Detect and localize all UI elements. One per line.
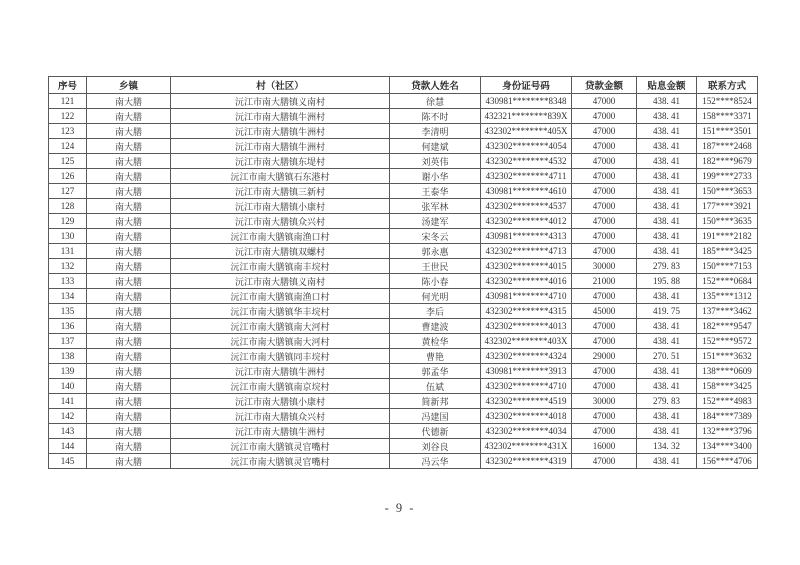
cell-no: 142 — [49, 409, 87, 424]
cell-contact: 132****3796 — [697, 424, 758, 439]
cell-loan_amount: 47000 — [572, 424, 637, 439]
cell-village: 沅江市南大膳镇石东港村 — [171, 169, 390, 184]
cell-id_number: 430981********4313 — [481, 229, 572, 244]
cell-borrower_name: 李清明 — [390, 124, 481, 139]
cell-loan_amount: 47000 — [572, 409, 637, 424]
cell-township: 南大膳 — [87, 304, 171, 319]
cell-id_number: 430981********3913 — [481, 364, 572, 379]
cell-subsidy_amount: 438. 41 — [637, 124, 697, 139]
table-row — [49, 214, 758, 229]
cell-contact: 137****3462 — [697, 304, 758, 319]
cell-no: 132 — [49, 259, 87, 274]
cell-loan_amount: 16000 — [572, 439, 637, 454]
cell-subsidy_amount: 279. 83 — [637, 394, 697, 409]
cell-contact: 135****1312 — [697, 289, 758, 304]
table-row — [49, 94, 758, 109]
cell-contact: 156****4706 — [697, 454, 758, 469]
cell-borrower_name: 陈不时 — [390, 109, 481, 124]
cell-subsidy_amount: 438. 41 — [637, 364, 697, 379]
cell-no: 141 — [49, 394, 87, 409]
table-row — [49, 439, 758, 454]
cell-id_number: 430981********4610 — [481, 184, 572, 199]
table-row — [49, 109, 758, 124]
cell-loan_amount: 30000 — [572, 259, 637, 274]
table-row — [49, 364, 758, 379]
cell-contact: 185****3425 — [697, 244, 758, 259]
column-header-subsidy_amount: 贴息金额 — [637, 77, 697, 94]
cell-id_number: 432302********4016 — [481, 274, 572, 289]
cell-no: 143 — [49, 424, 87, 439]
cell-borrower_name: 郭孟华 — [390, 364, 481, 379]
cell-contact: 152****9572 — [697, 334, 758, 349]
cell-borrower_name: 刘英伟 — [390, 154, 481, 169]
cell-subsidy_amount: 438. 41 — [637, 229, 697, 244]
cell-borrower_name: 张军林 — [390, 199, 481, 214]
cell-loan_amount: 47000 — [572, 319, 637, 334]
cell-id_number: 432302********4711 — [481, 169, 572, 184]
cell-borrower_name: 冯建国 — [390, 409, 481, 424]
table-row — [49, 184, 758, 199]
cell-loan_amount: 47000 — [572, 124, 637, 139]
cell-village: 沅江市南大膳镇南京垸村 — [171, 379, 390, 394]
cell-village: 沅江市南大膳镇牛洲村 — [171, 364, 390, 379]
cell-loan_amount: 47000 — [572, 454, 637, 469]
cell-borrower_name: 曹建波 — [390, 319, 481, 334]
cell-id_number: 432302********4015 — [481, 259, 572, 274]
cell-id_number: 432302********4012 — [481, 214, 572, 229]
cell-subsidy_amount: 438. 41 — [637, 214, 697, 229]
cell-borrower_name: 徐慧 — [390, 94, 481, 109]
cell-contact: 150****7153 — [697, 259, 758, 274]
cell-township: 南大膳 — [87, 364, 171, 379]
column-header-loan_amount: 贷款金额 — [572, 77, 637, 94]
cell-id_number: 432302********4713 — [481, 244, 572, 259]
cell-subsidy_amount: 419. 75 — [637, 304, 697, 319]
cell-township: 南大膳 — [87, 244, 171, 259]
cell-subsidy_amount: 438. 41 — [637, 319, 697, 334]
cell-borrower_name: 伍斌 — [390, 379, 481, 394]
cell-contact: 158****3425 — [697, 379, 758, 394]
cell-township: 南大膳 — [87, 109, 171, 124]
cell-contact: 182****9547 — [697, 319, 758, 334]
table-row — [49, 334, 758, 349]
cell-contact: 182****9679 — [697, 154, 758, 169]
cell-township: 南大膳 — [87, 379, 171, 394]
cell-id_number: 432302********4537 — [481, 199, 572, 214]
cell-subsidy_amount: 134. 32 — [637, 439, 697, 454]
cell-subsidy_amount: 438. 41 — [637, 154, 697, 169]
cell-village: 沅江市南大膳镇牛洲村 — [171, 424, 390, 439]
cell-contact: 151****3632 — [697, 349, 758, 364]
cell-contact: 158****3371 — [697, 109, 758, 124]
cell-contact: 151****3501 — [697, 124, 758, 139]
cell-township: 南大膳 — [87, 229, 171, 244]
table-row — [49, 349, 758, 364]
cell-contact: 138****0609 — [697, 364, 758, 379]
cell-loan_amount: 47000 — [572, 379, 637, 394]
column-header-village: 村（社区） — [171, 77, 390, 94]
cell-borrower_name: 谢小华 — [390, 169, 481, 184]
cell-id_number: 432302********4532 — [481, 154, 572, 169]
page-number: - 9 - — [384, 501, 416, 515]
cell-township: 南大膳 — [87, 154, 171, 169]
cell-no: 145 — [49, 454, 87, 469]
table-row — [49, 229, 758, 244]
cell-township: 南大膳 — [87, 199, 171, 214]
cell-contact: 150****3635 — [697, 214, 758, 229]
cell-borrower_name: 曹艳 — [390, 349, 481, 364]
cell-township: 南大膳 — [87, 409, 171, 424]
cell-loan_amount: 47000 — [572, 334, 637, 349]
cell-borrower_name: 李后 — [390, 304, 481, 319]
cell-loan_amount: 47000 — [572, 154, 637, 169]
cell-township: 南大膳 — [87, 349, 171, 364]
cell-no: 135 — [49, 304, 87, 319]
cell-no: 136 — [49, 319, 87, 334]
table-row — [49, 424, 758, 439]
cell-township: 南大膳 — [87, 319, 171, 334]
cell-id_number: 432302********4319 — [481, 454, 572, 469]
cell-village: 沅江市南大膳镇同丰垸村 — [171, 349, 390, 364]
cell-contact: 152****4983 — [697, 394, 758, 409]
cell-township: 南大膳 — [87, 214, 171, 229]
cell-borrower_name: 郭永惠 — [390, 244, 481, 259]
cell-loan_amount: 47000 — [572, 214, 637, 229]
cell-contact: 191****2182 — [697, 229, 758, 244]
cell-no: 137 — [49, 334, 87, 349]
cell-loan_amount: 47000 — [572, 364, 637, 379]
cell-id_number: 432302********405X — [481, 124, 572, 139]
cell-subsidy_amount: 270. 51 — [637, 349, 697, 364]
cell-township: 南大膳 — [87, 169, 171, 184]
table-row — [49, 379, 758, 394]
cell-loan_amount: 47000 — [572, 289, 637, 304]
cell-id_number: 432302********4315 — [481, 304, 572, 319]
table-row — [49, 289, 758, 304]
cell-borrower_name: 王泰华 — [390, 184, 481, 199]
cell-contact: 199****2733 — [697, 169, 758, 184]
cell-township: 南大膳 — [87, 124, 171, 139]
cell-contact: 152****0684 — [697, 274, 758, 289]
cell-no: 122 — [49, 109, 87, 124]
cell-contact: 134****3400 — [697, 439, 758, 454]
cell-borrower_name: 王世民 — [390, 259, 481, 274]
cell-borrower_name: 简新邦 — [390, 394, 481, 409]
cell-borrower_name: 宋冬云 — [390, 229, 481, 244]
cell-township: 南大膳 — [87, 184, 171, 199]
loan-subsidy-table — [48, 76, 758, 469]
cell-township: 南大膳 — [87, 439, 171, 454]
table-row — [49, 454, 758, 469]
column-header-borrower_name: 贷款人姓名 — [390, 77, 481, 94]
table-row — [49, 319, 758, 334]
cell-village: 沅江市南大膳镇灵官嘴村 — [171, 439, 390, 454]
cell-no: 133 — [49, 274, 87, 289]
cell-village: 沅江市南大膳镇东堤村 — [171, 154, 390, 169]
cell-village: 沅江市南大膳镇南大河村 — [171, 334, 390, 349]
cell-subsidy_amount: 438. 41 — [637, 424, 697, 439]
cell-borrower_name: 陈小春 — [390, 274, 481, 289]
cell-village: 沅江市南大膳镇三新村 — [171, 184, 390, 199]
cell-no: 130 — [49, 229, 87, 244]
cell-township: 南大膳 — [87, 424, 171, 439]
cell-village: 沅江市南大膳镇双螺村 — [171, 244, 390, 259]
cell-loan_amount: 47000 — [572, 109, 637, 124]
cell-id_number: 432302********4013 — [481, 319, 572, 334]
column-header-no: 序号 — [49, 77, 87, 94]
cell-subsidy_amount: 438. 41 — [637, 199, 697, 214]
cell-village: 沅江市南大膳镇南渔口村 — [171, 229, 390, 244]
cell-borrower_name: 刘谷良 — [390, 439, 481, 454]
column-header-id_number: 身份证号码 — [481, 77, 572, 94]
cell-loan_amount: 45000 — [572, 304, 637, 319]
column-header-township: 乡镇 — [87, 77, 171, 94]
cell-id_number: 432302********4054 — [481, 139, 572, 154]
cell-subsidy_amount: 438. 41 — [637, 409, 697, 424]
cell-subsidy_amount: 438. 41 — [637, 184, 697, 199]
table-row — [49, 139, 758, 154]
cell-village: 沅江市南大膳镇小康村 — [171, 199, 390, 214]
cell-no: 124 — [49, 139, 87, 154]
table-row — [49, 394, 758, 409]
cell-village: 沅江市南大膳镇众兴村 — [171, 214, 390, 229]
cell-no: 125 — [49, 154, 87, 169]
cell-id_number: 432302********4710 — [481, 379, 572, 394]
table-row — [49, 124, 758, 139]
table-row — [49, 244, 758, 259]
cell-borrower_name: 何光明 — [390, 289, 481, 304]
cell-no: 140 — [49, 379, 87, 394]
cell-subsidy_amount: 438. 41 — [637, 169, 697, 184]
cell-borrower_name: 黄检华 — [390, 334, 481, 349]
cell-village: 沅江市南大膳镇牛洲村 — [171, 109, 390, 124]
cell-no: 139 — [49, 364, 87, 379]
cell-township: 南大膳 — [87, 139, 171, 154]
cell-village: 沅江市南大膳镇义南村 — [171, 94, 390, 109]
cell-id_number: 432302********4018 — [481, 409, 572, 424]
cell-borrower_name: 代德新 — [390, 424, 481, 439]
cell-id_number: 430981********4710 — [481, 289, 572, 304]
cell-village: 沅江市南大膳镇牛洲村 — [171, 124, 390, 139]
cell-village: 沅江市南大膳镇华丰垸村 — [171, 304, 390, 319]
cell-loan_amount: 47000 — [572, 184, 637, 199]
cell-no: 127 — [49, 184, 87, 199]
cell-subsidy_amount: 438. 41 — [637, 94, 697, 109]
table-row — [49, 274, 758, 289]
cell-no: 126 — [49, 169, 87, 184]
cell-no: 123 — [49, 124, 87, 139]
cell-township: 南大膳 — [87, 274, 171, 289]
cell-village: 沅江市南大膳镇南大河村 — [171, 319, 390, 334]
table-header-row — [49, 77, 758, 94]
table-row — [49, 304, 758, 319]
cell-township: 南大膳 — [87, 454, 171, 469]
cell-township: 南大膳 — [87, 289, 171, 304]
cell-subsidy_amount: 279. 83 — [637, 259, 697, 274]
cell-loan_amount: 47000 — [572, 199, 637, 214]
cell-contact: 184****7389 — [697, 409, 758, 424]
cell-subsidy_amount: 438. 41 — [637, 289, 697, 304]
cell-subsidy_amount: 438. 41 — [637, 454, 697, 469]
cell-township: 南大膳 — [87, 259, 171, 274]
cell-subsidy_amount: 195. 88 — [637, 274, 697, 289]
cell-id_number: 432302********4324 — [481, 349, 572, 364]
column-header-contact: 联系方式 — [697, 77, 758, 94]
cell-borrower_name: 汤建军 — [390, 214, 481, 229]
cell-no: 144 — [49, 439, 87, 454]
table-row — [49, 409, 758, 424]
cell-loan_amount: 21000 — [572, 274, 637, 289]
cell-township: 南大膳 — [87, 394, 171, 409]
cell-borrower_name: 冯云华 — [390, 454, 481, 469]
cell-village: 沅江市南大膳镇南丰垸村 — [171, 259, 390, 274]
cell-loan_amount: 47000 — [572, 139, 637, 154]
cell-village: 沅江市南大膳镇众兴村 — [171, 409, 390, 424]
cell-village: 沅江市南大膳镇灵官嘴村 — [171, 454, 390, 469]
cell-id_number: 430981********8348 — [481, 94, 572, 109]
cell-no: 121 — [49, 94, 87, 109]
cell-no: 128 — [49, 199, 87, 214]
cell-id_number: 432302********4034 — [481, 424, 572, 439]
cell-subsidy_amount: 438. 41 — [637, 334, 697, 349]
cell-no: 131 — [49, 244, 87, 259]
cell-township: 南大膳 — [87, 94, 171, 109]
cell-loan_amount: 29000 — [572, 349, 637, 364]
cell-contact: 187****2468 — [697, 139, 758, 154]
table-row — [49, 154, 758, 169]
cell-loan_amount: 47000 — [572, 244, 637, 259]
cell-id_number: 432302********4519 — [481, 394, 572, 409]
cell-id_number: 432321********839X — [481, 109, 572, 124]
table-row — [49, 199, 758, 214]
cell-subsidy_amount: 438. 41 — [637, 139, 697, 154]
cell-village: 沅江市南大膳镇牛洲村 — [171, 139, 390, 154]
cell-contact: 177****3921 — [697, 199, 758, 214]
cell-subsidy_amount: 438. 41 — [637, 379, 697, 394]
cell-no: 134 — [49, 289, 87, 304]
cell-subsidy_amount: 438. 41 — [637, 244, 697, 259]
table-row — [49, 169, 758, 184]
cell-contact: 152****8524 — [697, 94, 758, 109]
table-row — [49, 259, 758, 274]
cell-loan_amount: 30000 — [572, 394, 637, 409]
cell-contact: 150****3653 — [697, 184, 758, 199]
cell-id_number: 432302********403X — [481, 334, 572, 349]
cell-village: 沅江市南大膳镇义南村 — [171, 274, 390, 289]
cell-no: 138 — [49, 349, 87, 364]
cell-id_number: 432302********431X — [481, 439, 572, 454]
cell-loan_amount: 47000 — [572, 229, 637, 244]
cell-village: 沅江市南大膳镇小康村 — [171, 394, 390, 409]
cell-loan_amount: 47000 — [572, 169, 637, 184]
cell-subsidy_amount: 438. 41 — [637, 109, 697, 124]
cell-township: 南大膳 — [87, 334, 171, 349]
cell-loan_amount: 47000 — [572, 94, 637, 109]
cell-village: 沅江市南大膳镇南渔口村 — [171, 289, 390, 304]
cell-borrower_name: 何建斌 — [390, 139, 481, 154]
cell-no: 129 — [49, 214, 87, 229]
